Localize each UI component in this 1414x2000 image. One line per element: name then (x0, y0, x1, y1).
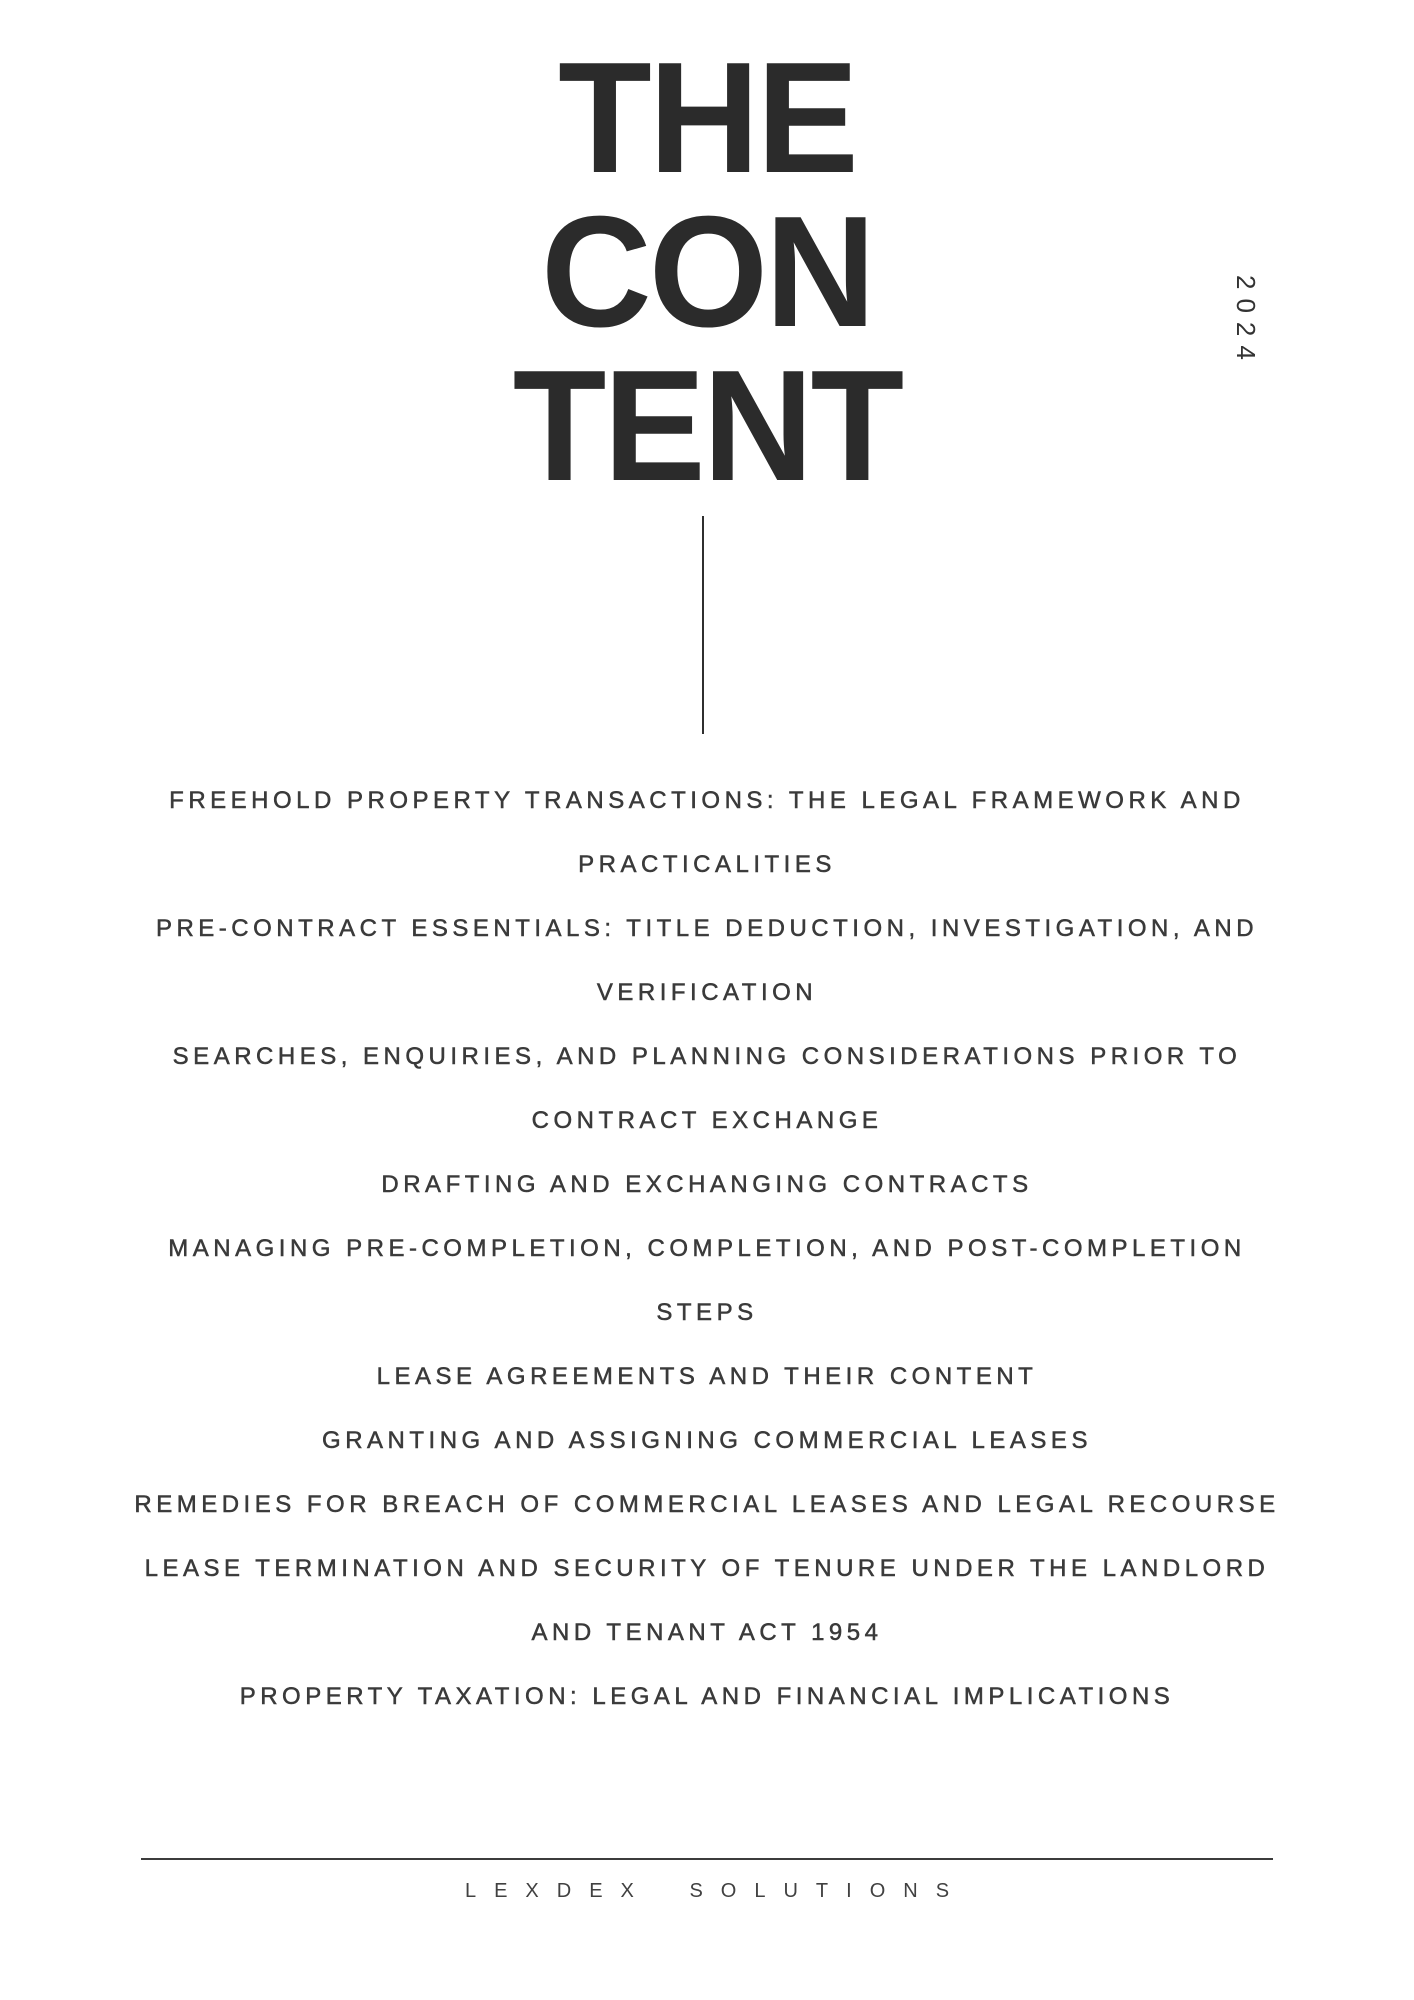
toc-item (0, 1345, 1414, 1409)
toc-line: DRAFTING AND EXCHANGING CONTRACTS (381, 1171, 1033, 1198)
title-line-3: TENT (512, 338, 902, 514)
toc-line: PROPERTY TAXATION: LEGAL AND FINANCIAL IMPLICATIONS (239, 1683, 1175, 1710)
toc-item (0, 1473, 1414, 1537)
toc-line: REMEDIES FOR BREACH OF COMMERCIAL LEASES AND LEGAL RECOURSE (134, 1491, 1280, 1518)
toc-line: LEASE AGREEMENTS AND THEIR CONTENT (376, 1363, 1038, 1390)
brand-name: LEXDEX SOLUTIONS (464, 1880, 968, 1902)
year-label: 2024 (1231, 275, 1261, 369)
toc-item (0, 769, 1414, 897)
page-title (21, 0, 1393, 514)
title-line-1: THE (558, 30, 856, 206)
toc-line: PRE-CONTRACT ESSENTIALS: TITLE DEDUCTION, INVESTIGATION, AND (155, 915, 1259, 942)
toc-line: LEASE TERMINATION AND SECURITY OF TENURE UNDER THE LANDLORD (144, 1555, 1270, 1582)
toc-list (0, 769, 1414, 1729)
toc-line: SEARCHES, ENQUIRIES, AND PLANNING CONSIDERATIONS PRIOR TO (172, 1043, 1242, 1070)
toc-line: AND TENANT ACT 1954 (531, 1619, 883, 1646)
toc-line: FREEHOLD PROPERTY TRANSACTIONS: THE LEGAL FRAMEWORK AND (169, 787, 1245, 814)
title-line-2: CON (541, 184, 873, 360)
toc-item (0, 1409, 1414, 1473)
toc-item (0, 1153, 1414, 1217)
toc-line: CONTRACT EXCHANGE (531, 1107, 883, 1134)
toc-line: STEPS (656, 1299, 758, 1326)
footer-divider-line (141, 1858, 1273, 1860)
toc-line: PRACTICALITIES (578, 851, 836, 878)
toc-item (0, 1665, 1414, 1729)
toc-line: VERIFICATION (596, 979, 818, 1006)
vertical-divider-line (702, 516, 704, 734)
toc-line: GRANTING AND ASSIGNING COMMERCIAL LEASES (322, 1427, 1092, 1454)
toc-item (0, 1217, 1414, 1345)
toc-item (0, 1537, 1414, 1665)
toc-item (0, 897, 1414, 1025)
toc-line: MANAGING PRE-COMPLETION, COMPLETION, AND POST-COMPLETION (168, 1235, 1246, 1262)
toc-item (0, 1025, 1414, 1153)
